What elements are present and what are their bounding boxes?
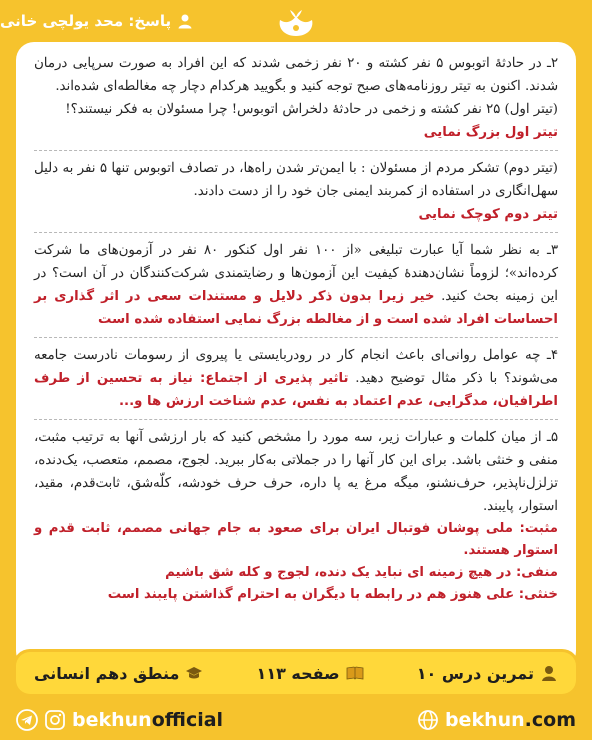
question-4-answer: تاثیر پذیری از اجتماع: نیاز به تحسین از طرف اطرافیان، مدگرایی، عدم اعتماد به نفس، عدم شناخت ارزش ها و... <box>34 371 558 409</box>
website-main: bekhun <box>444 709 525 731</box>
divider <box>34 419 558 420</box>
question-4 <box>34 344 558 413</box>
question-3 <box>34 239 558 331</box>
question-2 <box>34 52 558 226</box>
question-3-answer: خیر زیرا بدون ذکر دلایل و مستندات سعی در اثر گذاری بر احساسات افراد شده است و از مغالطه بزرگ نمایی استفاده شده است <box>34 289 558 327</box>
question-2-headline-2: (تیتر دوم) تشکر مردم از مسئولان : با ایمن‌تر شدن راه‌ها، در تصادف اتوبوس تنها ۵ نفر به دلیل سهل‌انگاری در استفاده از کمربند ایمنی جان خود را از دست دادند. <box>34 161 558 199</box>
book-text: منطق دهم انسانی <box>34 663 180 683</box>
student-icon <box>540 664 558 682</box>
lesson-info-bar <box>16 652 576 694</box>
question-2-headline-1: (تیتر اول) ۲۵ نفر کشته و زخمی در حادثهٔ دلخراش اتوبوس! چرا مسئولان به فکر نیستند؟! <box>65 102 558 117</box>
divider <box>34 150 558 151</box>
globe-icon <box>417 709 439 731</box>
website-link[interactable] <box>417 709 576 731</box>
content-card <box>16 42 576 669</box>
question-5-answers <box>34 518 558 606</box>
book-icon <box>346 664 364 682</box>
question-3-text: ۳ـ به نظر شما آیا عبارت تبلیغی «از ۱۰۰ نفر اول کنکور ۸۰ نفر در آزمون‌های ما شرکت کرده‌اند»؛ لزوماً نشان‌دهندهٔ کیفیت این آزمون‌ها و رضایتمندی شرکت‌کنندگان در آن است؟ در این زمینه بحث کنید. <box>34 243 559 304</box>
social-handle[interactable] <box>16 709 223 731</box>
bottom-strip <box>0 700 592 740</box>
page-text: صفحه ۱۱۳ <box>256 663 340 683</box>
bekhun-logo-icon <box>270 6 322 40</box>
exercise-label <box>417 664 558 683</box>
book-label <box>34 664 203 683</box>
telegram-icon[interactable] <box>16 709 38 731</box>
author-text: پاسخ: محد یولچی خانی <box>0 12 172 30</box>
question-5-text: ۵ـ از میان کلمات و عبارات زیر، سه مورد را مشخص کنید که بار ارزشی آنها به ترتیب مثبت، منفی و خنثی باشد. برای این کار آنها را در جملاتی به‌کار ببرید. لجوج، مصمم، متعصب، یک‌دنده، تزلزل‌ناپذیر، حرف‌نشنو، میگه مرغ یه پا داره، حرف حرف خودشه، کلّه‌شق، ثابت‌قدم، مقید، استوار، پایبند. <box>34 430 558 514</box>
social-handle-main: bekhun <box>72 709 152 731</box>
question-2-answer-2: تیتر دوم کوچک نمایی <box>418 207 558 222</box>
author-label <box>0 12 193 30</box>
divider <box>34 337 558 338</box>
exercise-text: تمرین درس ۱۰ <box>416 663 534 683</box>
user-icon <box>177 13 193 29</box>
divider <box>34 232 558 233</box>
question-2-answer-1: تیتر اول بزرگ نمایی <box>423 125 558 140</box>
page-label <box>257 664 364 683</box>
website-suffix: .com <box>524 709 576 731</box>
question-4-text: ۴ـ چه عوامل روانی‌ای باعث انجام کار در رودربایستی یا پیروی از رسومات نادرست جامعه می‌شوند؟ با ذکر مثال توضیح دهید. <box>34 348 558 386</box>
question-2-text: ۲ـ در حادثهٔ اتوبوس ۵ نفر کشته و ۲۰ نفر زخمی شدند که این افراد به صورت سرپایی درمان شدند. اکنون به تیتر روزنامه‌های صبح توجه کنید و بگویید هرکدام دچار چه مغالطه‌ای شده‌اند. <box>34 56 558 94</box>
answer-negative: منفی: در هیچ زمینه ای نباید یک دنده، لجوج و کله شق باشیم <box>165 565 558 580</box>
instagram-icon[interactable] <box>44 709 66 731</box>
answer-positive: مثبت: ملی پوشان فوتبال ایران برای صعود به جام جهانی مصمم، ثابت قدم و استوار هستند. <box>34 521 558 558</box>
graduation-cap-icon <box>185 664 203 682</box>
question-5 <box>34 426 558 606</box>
answer-neutral: خنثی: علی هنوز هم در رابطه با دیگران به احترام گذاشتن پایبند است <box>107 587 558 602</box>
social-handle-suffix: official <box>151 709 224 731</box>
